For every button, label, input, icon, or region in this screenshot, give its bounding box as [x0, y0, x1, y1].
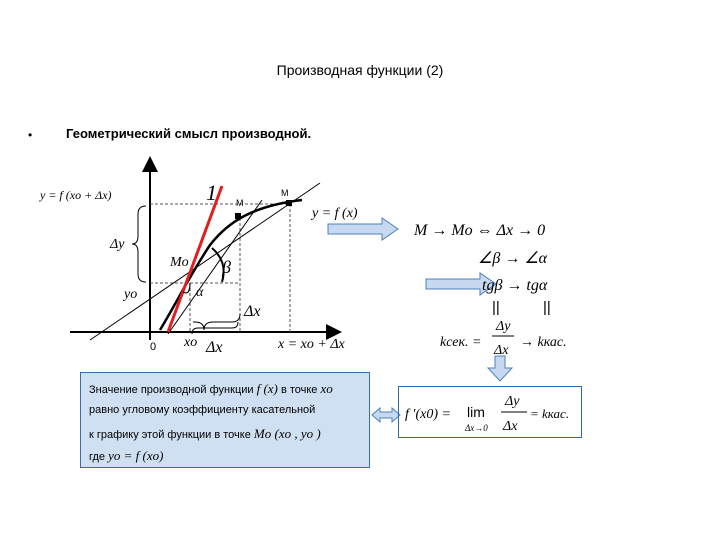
formula-lhs: f ′(x0) =	[405, 407, 451, 422]
info-m0-coords: Mo (xo , yo )	[253, 426, 321, 441]
block-arrow-double	[372, 408, 400, 422]
point-m-small	[235, 213, 241, 219]
slide-subtitle: Геометрический смысл производной.	[66, 126, 312, 141]
dy-brace	[132, 206, 146, 282]
info-text: Значение производной функции	[89, 384, 254, 396]
formula-box	[398, 386, 582, 438]
bullet-dot: •	[28, 128, 33, 142]
label-x-equals: x = xo + Δx	[278, 337, 345, 352]
k-secant-label: kсек. =	[440, 335, 482, 350]
label-m0: Mo	[170, 255, 189, 270]
label-delta-y: Δy	[110, 237, 125, 252]
label-zero: 0	[150, 341, 157, 353]
info-line-4	[89, 448, 163, 464]
slide-title: Производная функции (2)	[276, 62, 444, 78]
info-x0: xo	[320, 381, 333, 396]
formula-lim: lim	[467, 404, 485, 420]
info-y0-def: yo = f (xo)	[108, 448, 164, 463]
label-delta-x-bottom: Δx	[206, 339, 223, 356]
label-curve: y = f (x)	[312, 206, 358, 221]
fraction-denominator: Δx	[494, 343, 509, 358]
block-arrow-1	[328, 218, 398, 240]
formula-lim-sub: Δx→0	[465, 423, 488, 433]
secant-line-1	[90, 183, 320, 340]
label-point-m-right: M	[281, 188, 289, 198]
formula-svg	[399, 387, 583, 439]
block-arrow-down	[488, 356, 512, 381]
equality-mark-1: ||	[492, 299, 500, 316]
point-m-right	[286, 200, 292, 206]
label-delta-x-right: Δx	[244, 303, 261, 320]
info-line-1	[89, 381, 333, 397]
info-box	[80, 372, 370, 468]
info-line-3	[89, 426, 321, 442]
info-fx: f (x)	[256, 381, 278, 396]
equality-mark-2: ||	[543, 299, 551, 316]
k-tangent-label: → kкас.	[520, 335, 567, 350]
info-line-2: равно угловому коэффициенту касательной	[89, 404, 316, 416]
label-point-m-small: M	[236, 198, 244, 208]
info-text: где	[89, 451, 106, 463]
info-text: в точке	[280, 384, 318, 396]
formula-denominator: Δx	[503, 419, 518, 434]
formula-numerator: Δy	[505, 394, 520, 409]
tangent-statement: tgβ → tgα	[482, 277, 548, 294]
label-y0: yo	[124, 287, 138, 302]
label-alpha: α	[196, 285, 204, 300]
label-beta: β	[222, 257, 231, 277]
label-tangent-1: 1	[206, 180, 217, 205]
fraction-numerator: Δy	[496, 319, 511, 334]
label-x0: xo	[184, 335, 198, 350]
info-text: к графику этой функции в точке	[89, 429, 251, 441]
label-f-x0-dx: y = f (xo + Δx)	[40, 188, 112, 202]
angle-statement: ∠β → ∠α	[478, 250, 548, 267]
limit-statement: M → Mo ⇔ Δx → 0	[414, 222, 546, 239]
formula-rhs: = kкас.	[530, 406, 570, 421]
